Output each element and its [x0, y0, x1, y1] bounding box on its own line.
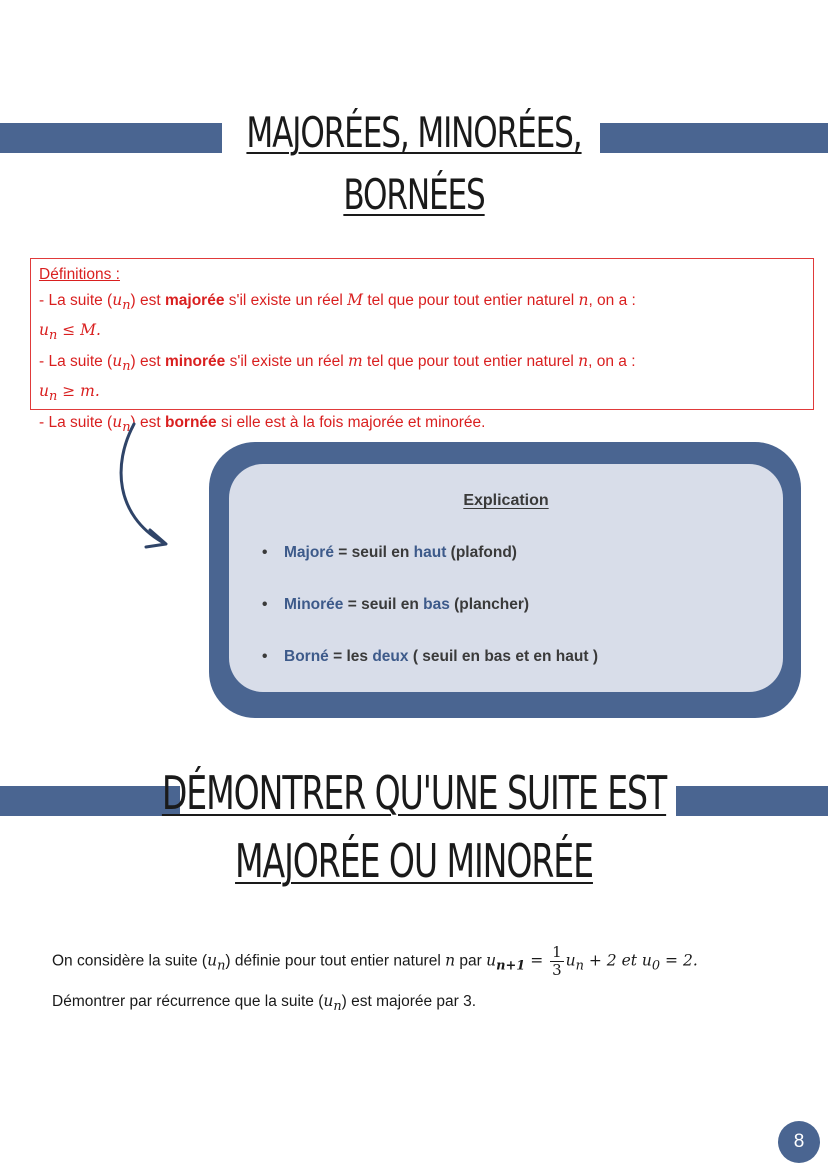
definition-majoree-formula: $u_n \le M$.	[39, 321, 101, 344]
section-title-line1: MAJORÉES, MINORÉES,	[246, 108, 582, 157]
section-title-2-line1: DÉMONTRER QU'UNE SUITE EST	[161, 766, 667, 820]
exercise-statement: On considère la suite $(u_n)$ définie pour tout entier naturel n par $u_{n+1}$ = $\frac{1}{3}$ $u_n + 2$ et $u_0 = 2$.	[52, 943, 698, 979]
section-title-line2-wrap	[108, 170, 721, 219]
definitions-heading: Définitions :	[39, 266, 120, 283]
explanation-title: Explication	[463, 492, 549, 509]
definition-bornee: - La suite $(u_n)$ est bornée si elle est à la fois majorée et minorée.	[39, 412, 486, 435]
section-title-line2: BORNÉES	[343, 170, 485, 219]
section-title	[108, 108, 721, 157]
section-title-2-line2-wrap	[116, 834, 712, 888]
list-item-minoree: • Minorée = seuil en bas (plancher)	[262, 596, 530, 613]
definition-minoree: - La suite $(u_n)$ est minorée s'il existe un réel m tel que pour tout entier naturel n, on a :	[39, 351, 636, 374]
exercise-question: Démontrer par récurrence que la suite $(u_n)$ est majorée par 3.	[52, 992, 477, 1015]
curved-arrow-icon	[110, 420, 180, 555]
definition-minoree-formula: $u_n \ge m$.	[39, 382, 100, 405]
definition-majoree: - La suite $(u_n)$ est majorée s'il existe un réel M tel que pour tout entier naturel n, on a :	[39, 290, 636, 313]
page-number: 8	[778, 1121, 820, 1163]
section-title-2	[116, 766, 712, 820]
list-item-borne: • Borné = les deux ( seuil en bas et en haut )	[262, 648, 598, 665]
definitions-box	[30, 258, 814, 435]
bullet-icon: •	[262, 596, 268, 613]
bullet-icon: •	[262, 648, 268, 665]
section-title-2-line2: MAJORÉE OU MINORÉE	[235, 834, 593, 888]
fraction: $\frac{1}{3}$	[552, 943, 562, 979]
list-item-majore: • Majoré = seuil en haut (plafond)	[262, 544, 517, 561]
bullet-icon: •	[262, 544, 268, 561]
